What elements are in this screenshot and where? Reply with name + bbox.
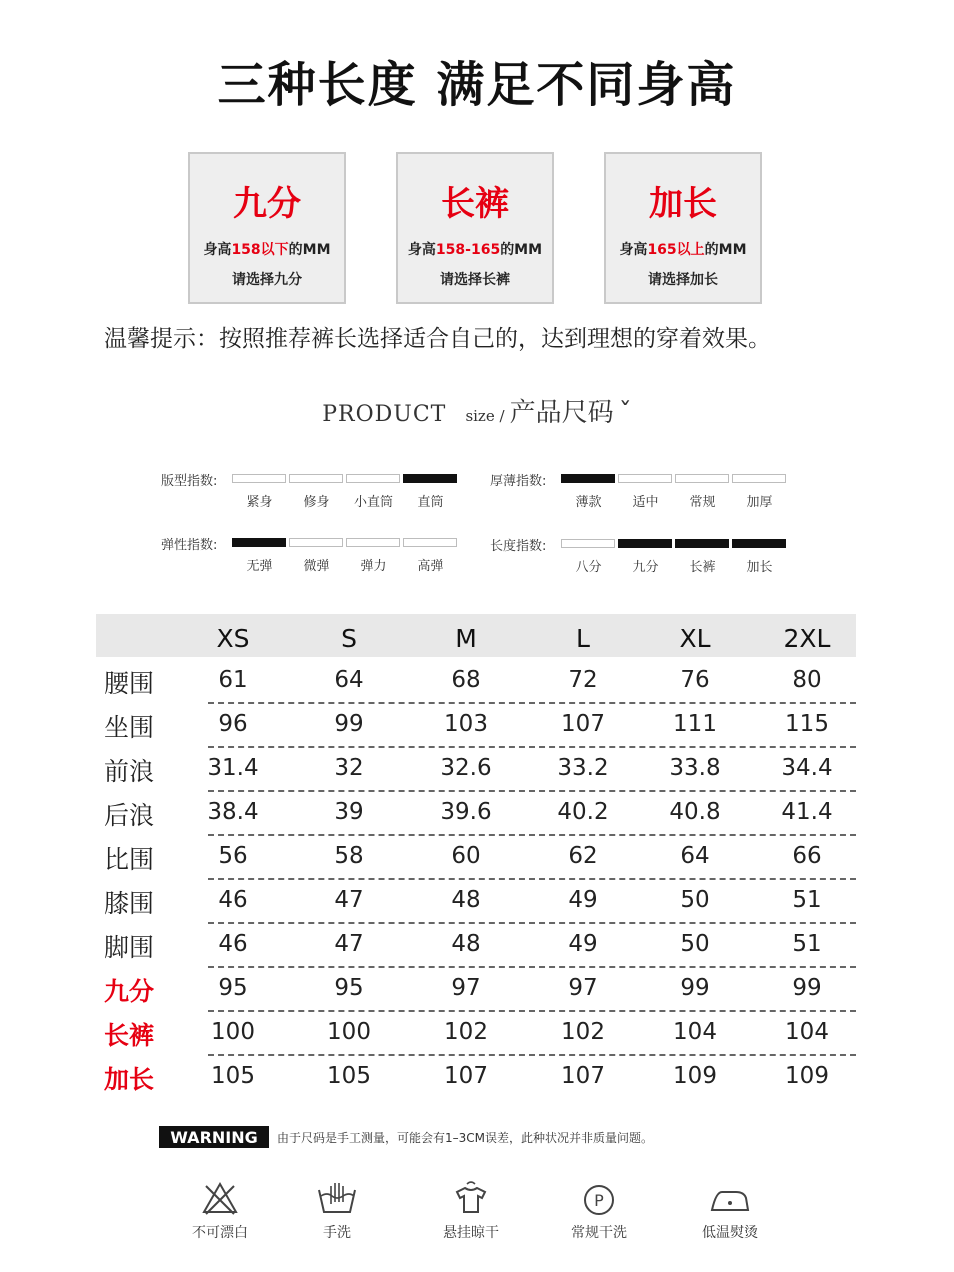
- table-cell: 38.4: [207, 799, 259, 825]
- table-cell: 33.2: [557, 755, 609, 781]
- table-cell: 105: [327, 1063, 371, 1089]
- card-title: 九分: [233, 184, 301, 224]
- index-seg-active: [675, 539, 729, 548]
- length-card-regular: [396, 152, 554, 304]
- index-option: 长裤: [689, 560, 716, 575]
- care-hang-dry: [416, 1180, 526, 1242]
- table-cell: 64: [334, 667, 364, 693]
- tip-text: 温馨提示：按照推荐裤长选择适合自己的，达到理想的穿着效果。: [104, 326, 771, 352]
- table-cell: 97: [568, 975, 598, 1001]
- product-title-size: size /: [465, 407, 505, 425]
- table-cell: 61: [218, 667, 248, 693]
- card-post: 的MM: [500, 242, 543, 258]
- card-title: 加长: [649, 184, 717, 224]
- index-seg: [289, 474, 343, 483]
- care-iron-low: [675, 1180, 785, 1242]
- table-cell: 100: [211, 1019, 255, 1045]
- care-hand-wash: [282, 1180, 392, 1242]
- index-seg: [732, 474, 786, 483]
- card-height-line: [398, 239, 552, 259]
- table-cell: 39: [334, 799, 364, 825]
- table-cell: 104: [673, 1019, 717, 1045]
- table-cell: 49: [568, 887, 598, 913]
- row-label: 加长: [104, 1065, 155, 1094]
- product-title-cn: 产品尺码: [509, 398, 614, 428]
- table-cell: 47: [334, 931, 364, 957]
- table-cell: 56: [218, 843, 248, 869]
- index-seg: [561, 539, 615, 548]
- row-label: 脚围: [104, 933, 155, 962]
- table-cell: 99: [792, 975, 822, 1001]
- row-divider: [208, 1054, 856, 1056]
- table-cell: 97: [451, 975, 481, 1001]
- card-post: 的MM: [704, 242, 747, 258]
- card-choose: 请选择加长: [648, 272, 718, 288]
- table-cell: 41.4: [781, 799, 833, 825]
- care-label: 不可漂白: [192, 1225, 248, 1241]
- table-cell: 47: [334, 887, 364, 913]
- care-label: 低温熨烫: [702, 1225, 758, 1241]
- row-divider: [208, 1010, 856, 1012]
- hand-wash-icon: [316, 1180, 358, 1216]
- table-cell: 51: [792, 887, 822, 913]
- table-cell: 34.4: [781, 755, 833, 781]
- index-option: 小直筒: [353, 495, 393, 510]
- index-option: 八分: [575, 560, 602, 575]
- row-label: 膝围: [104, 889, 155, 918]
- row-label: 前浪: [104, 757, 155, 786]
- table-cell: 62: [568, 843, 598, 869]
- index-option: 微弹: [303, 559, 330, 574]
- dry-clean-p-icon: [579, 1180, 619, 1216]
- index-option: 直筒: [417, 495, 444, 510]
- table-cell: 68: [451, 667, 481, 693]
- table-cell: 48: [451, 931, 481, 957]
- row-divider: [208, 790, 856, 792]
- product-title-en: PRODUCT: [322, 402, 447, 427]
- table-cell: 80: [792, 667, 822, 693]
- row-label: 腰围: [104, 669, 155, 698]
- index-seg: [232, 474, 286, 483]
- card-height-line: [606, 239, 760, 259]
- row-divider: [208, 834, 856, 836]
- table-cell: 76: [680, 667, 710, 693]
- length-card-cropped: [188, 152, 346, 304]
- table-cell: 107: [444, 1063, 488, 1089]
- card-title: 长裤: [441, 184, 509, 224]
- card-range: 158以下: [231, 242, 289, 258]
- table-cell: 95: [218, 975, 248, 1001]
- table-cell: 109: [673, 1063, 717, 1089]
- length-card-long: [604, 152, 762, 304]
- size-col-header: M: [455, 624, 477, 653]
- table-cell: 51: [792, 931, 822, 957]
- size-col-header: XS: [216, 624, 250, 653]
- index-option: 修身: [303, 495, 330, 510]
- index-option: 加厚: [746, 495, 773, 510]
- row-label: 九分: [104, 977, 155, 1006]
- card-choose: 请选择九分: [232, 272, 302, 288]
- table-cell: 46: [218, 887, 248, 913]
- care-label: 常规干洗: [571, 1225, 627, 1241]
- table-cell: 48: [451, 887, 481, 913]
- table-cell: 32.6: [440, 755, 492, 781]
- row-divider: [208, 878, 856, 880]
- index-option: 常规: [689, 495, 716, 510]
- table-cell: 46: [218, 931, 248, 957]
- table-cell: 40.8: [669, 799, 721, 825]
- index-seg-active: [403, 474, 457, 483]
- table-cell: 32: [334, 755, 364, 781]
- table-cell: 39.6: [440, 799, 492, 825]
- hang-dry-icon: [451, 1180, 491, 1216]
- table-cell: 58: [334, 843, 364, 869]
- index-option: 九分: [632, 560, 659, 575]
- table-cell: 50: [680, 931, 710, 957]
- index-seg-active: [732, 539, 786, 548]
- table-cell: 40.2: [557, 799, 609, 825]
- headline: 三种长度 满足不同身高: [217, 57, 737, 113]
- row-divider: [208, 966, 856, 968]
- index-label: 厚薄指数:: [490, 474, 547, 489]
- table-cell: 109: [785, 1063, 829, 1089]
- index-seg: [346, 474, 400, 483]
- index-seg-active: [561, 474, 615, 483]
- card-pre: 身高: [407, 242, 436, 258]
- table-cell: 99: [334, 711, 364, 737]
- index-option: 高弹: [417, 559, 444, 574]
- table-cell: 99: [680, 975, 710, 1001]
- table-cell: 115: [785, 711, 829, 737]
- index-label: 长度指数:: [490, 539, 547, 554]
- card-pre: 身高: [203, 242, 232, 258]
- table-cell: 103: [444, 711, 488, 737]
- row-label: 坐围: [104, 713, 155, 742]
- table-cell: 72: [568, 667, 598, 693]
- table-cell: 100: [327, 1019, 371, 1045]
- index-option: 适中: [632, 495, 659, 510]
- size-col-header: L: [576, 624, 590, 653]
- card-pre: 身高: [619, 242, 648, 258]
- index-seg: [346, 538, 400, 547]
- care-label: 悬挂晾干: [443, 1225, 499, 1241]
- table-cell: 105: [211, 1063, 255, 1089]
- index-label: 弹性指数:: [161, 538, 218, 553]
- no-bleach-icon: [200, 1180, 240, 1216]
- row-label: 长裤: [104, 1021, 155, 1050]
- table-cell: 60: [451, 843, 481, 869]
- table-cell: 107: [561, 711, 605, 737]
- table-cell: 50: [680, 887, 710, 913]
- index-seg-active: [232, 538, 286, 547]
- size-col-header: 2XL: [783, 624, 831, 653]
- index-seg-active: [618, 539, 672, 548]
- index-option: 薄款: [575, 495, 602, 510]
- care-label: 手洗: [323, 1225, 351, 1241]
- index-seg: [403, 538, 457, 547]
- warning-badge: WARNING: [159, 1126, 269, 1148]
- index-option: 无弹: [246, 559, 273, 574]
- iron-low-icon: [706, 1180, 754, 1216]
- row-label: 比围: [104, 845, 155, 874]
- index-option: 弹力: [360, 559, 387, 574]
- index-option: 紧身: [246, 495, 273, 510]
- table-cell: 96: [218, 711, 248, 737]
- table-cell: 33.8: [669, 755, 721, 781]
- product-title: [0, 392, 954, 429]
- size-col-header: S: [341, 624, 357, 653]
- row-divider: [208, 922, 856, 924]
- row-divider: [208, 702, 856, 704]
- index-label: 版型指数:: [161, 474, 218, 489]
- index-option: 加长: [746, 560, 773, 575]
- index-seg: [618, 474, 672, 483]
- table-cell: 49: [568, 931, 598, 957]
- card-range: 165以上: [647, 242, 705, 258]
- table-cell: 102: [561, 1019, 605, 1045]
- table-cell: 104: [785, 1019, 829, 1045]
- card-post: 的MM: [288, 242, 331, 258]
- table-cell: 95: [334, 975, 364, 1001]
- size-col-header: XL: [679, 624, 711, 653]
- card-range: 158-165: [435, 242, 501, 258]
- card-height-line: [190, 239, 344, 259]
- table-cell: 107: [561, 1063, 605, 1089]
- index-seg: [289, 538, 343, 547]
- table-cell: 111: [673, 711, 717, 737]
- table-cell: 64: [680, 843, 710, 869]
- table-cell: 31.4: [207, 755, 259, 781]
- card-choose: 请选择长裤: [440, 272, 510, 288]
- warning-text: 由于尺码是手工测量，可能会有1–3CM误差，此种状况并非质量问题。: [277, 1131, 654, 1145]
- svg-text:P: P: [594, 1191, 604, 1210]
- care-no-bleach: [165, 1180, 275, 1242]
- chevron-down-icon: ˇ: [618, 398, 632, 428]
- care-dry-clean: [544, 1180, 654, 1242]
- row-label: 后浪: [104, 801, 155, 830]
- table-cell: 66: [792, 843, 822, 869]
- index-seg: [675, 474, 729, 483]
- table-cell: 102: [444, 1019, 488, 1045]
- row-divider: [208, 746, 856, 748]
